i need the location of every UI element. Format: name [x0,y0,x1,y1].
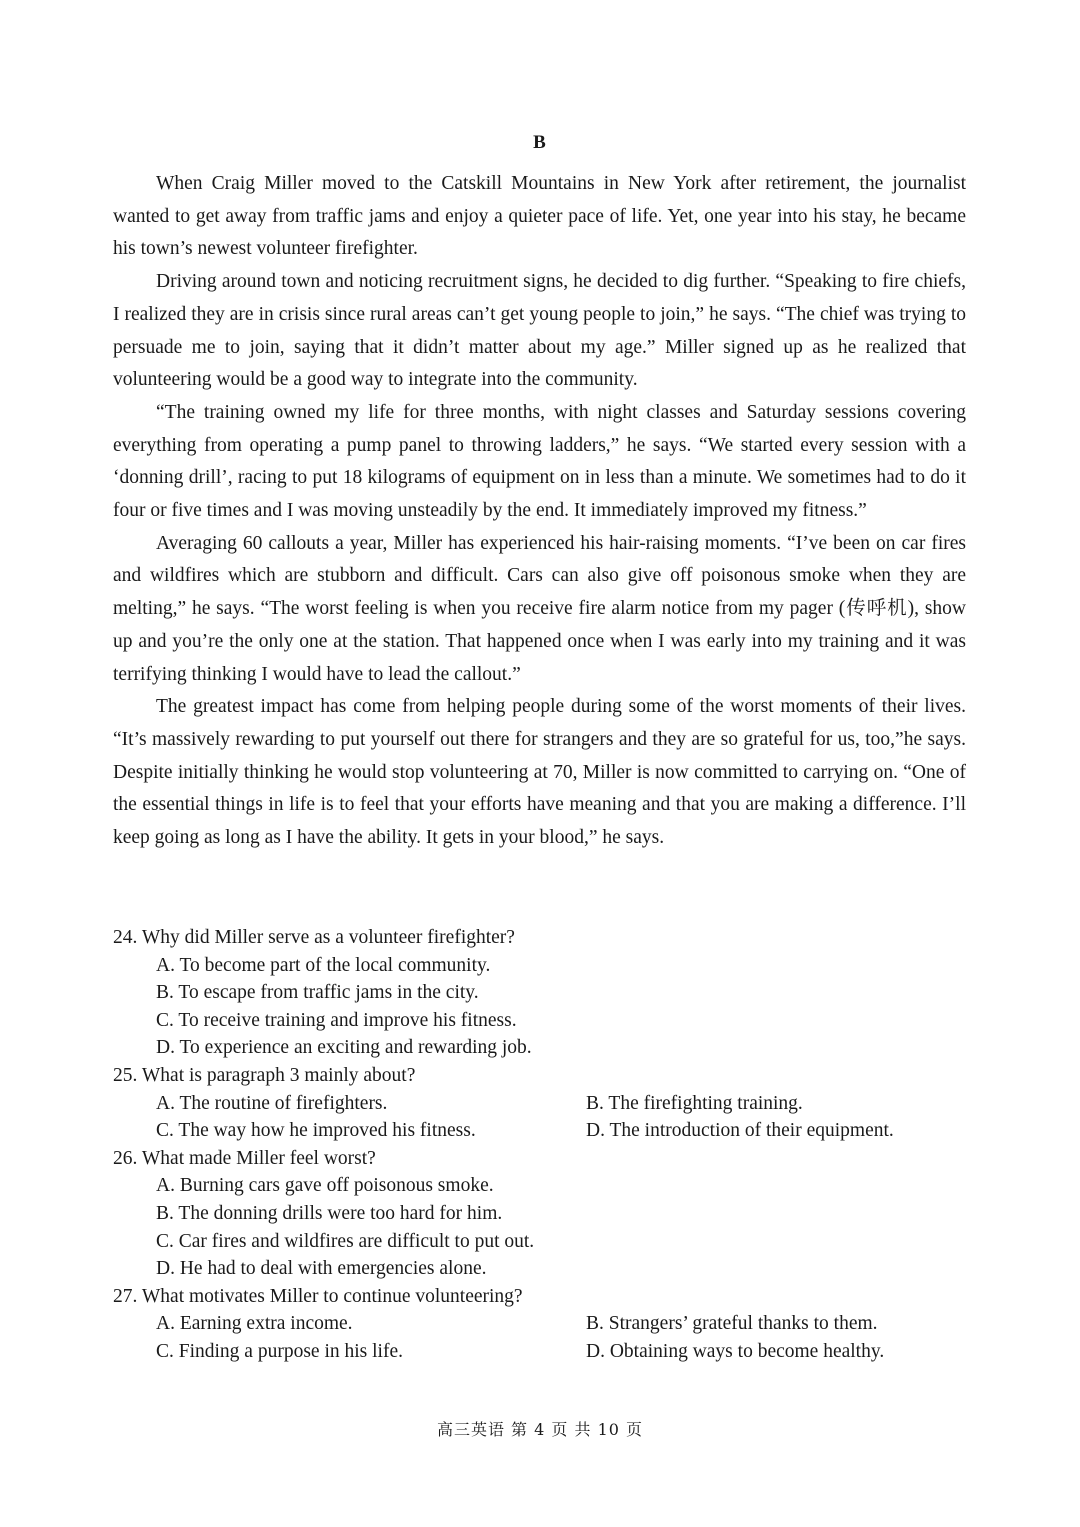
question-27 [113,1283,966,1366]
option-c: C. To receive training and improve his fitness. [156,1009,517,1031]
option-c: C. The way how he improved his fitness. [156,1120,476,1142]
question-stem: 25. What is paragraph 3 mainly about? [113,1064,416,1086]
option-d: D. He had to deal with emergencies alone. [156,1258,487,1280]
question-stem: 27. What motivates Miller to continue volunteering? [113,1285,523,1307]
option-b: B. The firefighting training. [586,1092,803,1114]
passage-paragraph-5: The greatest impact has come from helping people during some of the worst moments of their lives. “It’s massively rewarding to put yourself out there for strangers and they are so grateful for us, too,”he says. Despite initially thinking he would stop volunteering at 70, Miller is now committed to carrying on. “One of the essential things in life is to feel that your efforts have meaning and that you are making a difference. I’ll keep going as long as I have the ability. It gets in your blood,” he says. [113,696,966,849]
page-footer: 高三英语 第 4 页 共 10 页 [436,1420,644,1439]
option-c: C. Finding a purpose in his life. [156,1340,403,1362]
question-stem: 26. What made Miller feel worst? [113,1147,376,1169]
option-b: B. The donning drills were too hard for him. [156,1202,503,1224]
option-b: B. Strangers’ grateful thanks to them. [586,1313,878,1335]
option-a: A. Earning extra income. [156,1313,353,1335]
passage-paragraph-2: Driving around town and noticing recruitment signs, he decided to dig further. “Speaking to fire chiefs, I realized they are in crisis since rural areas can’t get young people to join,” he says. “The chief was trying to persuade me to join, saying that it didn’t matter about my age.” Miller signed up as he realized that volunteering would be a good way to integrate into the community. [113,271,966,391]
section-heading: B [533,132,547,153]
passage-paragraph-4: Averaging 60 callouts a year, Miller has experienced his hair-raising moments. “I’ve been on car fires and wildfires which are stubborn and difficult. Cars can also give off poisonous smoke when they are melting,” he says. “The worst feeling is when you receive fire alarm notice from my pager (传呼机), show up and you’re the only one at the station. That happened once when I was early into my training and it was terrifying thinking I would have to lead the callout.” [113,532,966,685]
option-c: C. Car fires and wildfires are difficult to put out. [156,1230,535,1252]
option-d: D. Obtaining ways to become healthy. [586,1340,885,1362]
question-24 [113,924,966,1062]
passage-paragraph-1: When Craig Miller moved to the Catskill Mountains in New York after retirement, the journalist wanted to get away from traffic jams and enjoy a quieter pace of life. Yet, one year into his stay, he became his town’s newest volunteer firefighter. [113,173,966,260]
option-list [113,1310,966,1365]
option-a: A. The routine of firefighters. [156,1092,388,1114]
passage-paragraph-3: “The training owned my life for three months, with night classes and Saturday sessions covering everything from operating a pump panel to throwing ladders,” he says. “We started every session with a ‘donning drill’, racing to put 18 kilograms of equipment on in less than a minute. We sometimes had to do it four or five times and I was moving unsteadily by the end. It immediately improved my fitness.” [113,401,966,522]
option-list [113,1090,966,1145]
option-a: A. Burning cars gave off poisonous smoke. [156,1175,494,1197]
option-d: D. To experience an exciting and rewarding job. [156,1037,532,1059]
question-list [113,924,966,1366]
option-list [113,952,966,1062]
option-d: D. The introduction of their equipment. [586,1120,894,1142]
option-b: B. To escape from traffic jams in the city. [156,982,479,1004]
reading-passage [113,168,966,855]
question-stem: 24. Why did Miller serve as a volunteer firefighter? [113,927,515,948]
question-25 [113,1062,966,1145]
question-26 [113,1145,966,1283]
option-a: A. To become part of the local community. [156,954,491,976]
option-list [113,1172,966,1282]
